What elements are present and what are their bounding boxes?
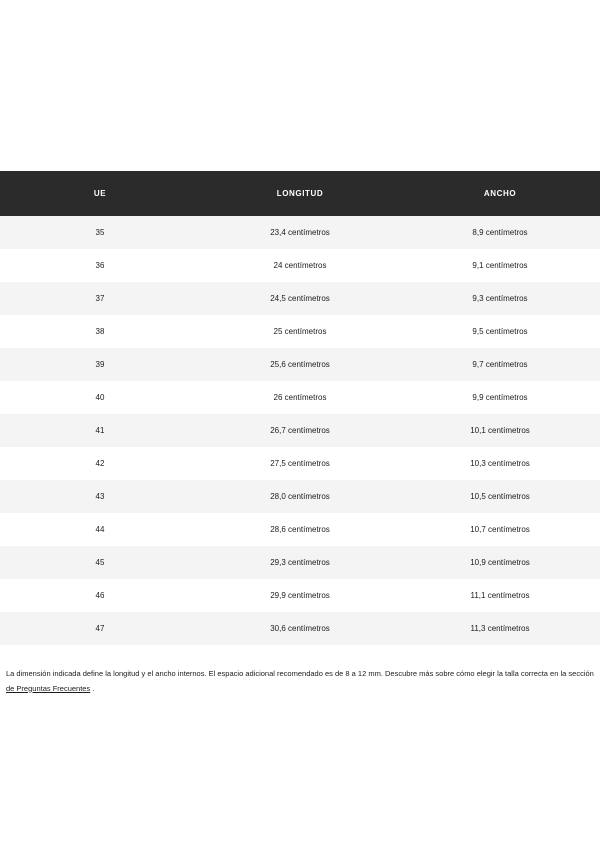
size-table-head	[0, 171, 600, 216]
note-text-after: .	[90, 683, 95, 693]
cell-size: 37	[0, 282, 200, 315]
cell-width: 10,7 centímetros	[400, 513, 600, 546]
cell-width: 10,1 centímetros	[400, 414, 600, 447]
size-table	[0, 171, 600, 645]
cell-size: 40	[0, 381, 200, 414]
cell-size: 45	[0, 546, 200, 579]
size-table-body	[0, 216, 600, 645]
cell-length: 30,6 centímetros	[200, 612, 400, 645]
cell-length: 28,6 centímetros	[200, 513, 400, 546]
cell-width: 8,9 centímetros	[400, 216, 600, 249]
cell-size: 47	[0, 612, 200, 645]
table-row	[0, 612, 600, 645]
cell-length: 29,3 centímetros	[200, 546, 400, 579]
column-header-width: ANCHO	[400, 171, 600, 216]
cell-length: 24 centímetros	[200, 249, 400, 282]
cell-width: 10,9 centímetros	[400, 546, 600, 579]
table-row	[0, 249, 600, 282]
table-row	[0, 513, 600, 546]
cell-width: 9,7 centímetros	[400, 348, 600, 381]
cell-width: 9,9 centímetros	[400, 381, 600, 414]
cell-length: 25 centímetros	[200, 315, 400, 348]
cell-width: 10,5 centímetros	[400, 480, 600, 513]
cell-width: 9,5 centímetros	[400, 315, 600, 348]
cell-size: 46	[0, 579, 200, 612]
cell-size: 35	[0, 216, 200, 249]
cell-size: 41	[0, 414, 200, 447]
cell-size: 44	[0, 513, 200, 546]
cell-width: 11,1 centímetros	[400, 579, 600, 612]
table-row	[0, 480, 600, 513]
cell-length: 26 centímetros	[200, 381, 400, 414]
column-header-size: UE	[0, 171, 200, 216]
cell-size: 43	[0, 480, 200, 513]
table-header-row	[0, 171, 600, 216]
table-row	[0, 447, 600, 480]
cell-length: 24,5 centímetros	[200, 282, 400, 315]
cell-width: 11,3 centímetros	[400, 612, 600, 645]
cell-size: 36	[0, 249, 200, 282]
table-row	[0, 315, 600, 348]
table-row	[0, 546, 600, 579]
cell-length: 27,5 centímetros	[200, 447, 400, 480]
table-row	[0, 414, 600, 447]
cell-length: 26,7 centímetros	[200, 414, 400, 447]
table-row	[0, 216, 600, 249]
cell-width: 9,3 centímetros	[400, 282, 600, 315]
cell-width: 10,3 centímetros	[400, 447, 600, 480]
size-note	[0, 666, 600, 696]
cell-length: 29,9 centímetros	[200, 579, 400, 612]
table-row	[0, 579, 600, 612]
cell-size: 42	[0, 447, 200, 480]
cell-width: 9,1 centímetros	[400, 249, 600, 282]
cell-length: 25,6 centímetros	[200, 348, 400, 381]
cell-length: 28,0 centímetros	[200, 480, 400, 513]
faq-link[interactable]: de Preguntas Frecuentes	[6, 683, 91, 693]
cell-length: 23,4 centímetros	[200, 216, 400, 249]
column-header-length: LONGITUD	[200, 171, 400, 216]
size-table-container	[0, 171, 600, 645]
table-row	[0, 348, 600, 381]
note-text-before: La dimensión indicada define la longitud y el ancho internos. El espacio adicional recomendado es de 8 a 12 mm. Descubre más sobre cómo elegir la talla correcta en la sección	[6, 668, 594, 678]
cell-size: 39	[0, 348, 200, 381]
table-row	[0, 381, 600, 414]
table-row	[0, 282, 600, 315]
cell-size: 38	[0, 315, 200, 348]
